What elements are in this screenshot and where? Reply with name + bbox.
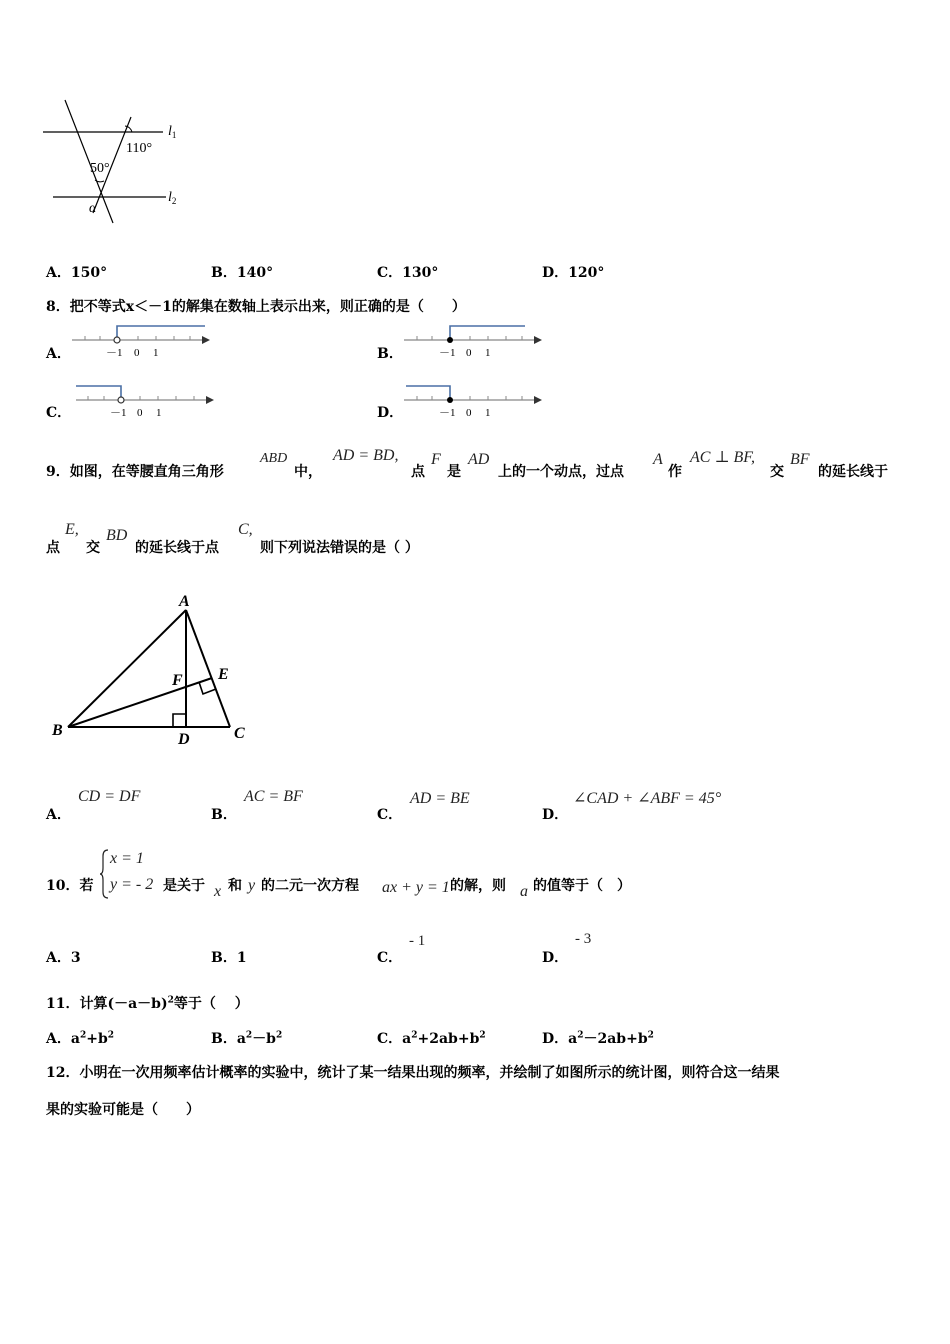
svg-text:0: 0 bbox=[466, 407, 472, 419]
q7-option-a[interactable]: A．150° bbox=[46, 265, 108, 281]
svg-text:－1: －1 bbox=[439, 407, 456, 419]
q7-option-b[interactable]: B．140° bbox=[211, 265, 274, 281]
svg-text:0: 0 bbox=[137, 407, 143, 419]
svg-text:0: 0 bbox=[466, 347, 472, 359]
svg-text:1: 1 bbox=[485, 407, 491, 419]
q8-option-b-letter[interactable]: B． bbox=[377, 346, 403, 362]
q11-option-b[interactable]: B．$a^2-b^2$ bbox=[211, 1030, 283, 1047]
svg-text:－1: －1 bbox=[110, 407, 127, 419]
left-brace bbox=[100, 848, 110, 900]
q10-option-a[interactable]: A．3 bbox=[46, 950, 81, 966]
q7-option-d[interactable]: D．120° bbox=[542, 265, 605, 281]
label-angle-110: 110° bbox=[126, 141, 153, 156]
number-line-a[interactable] bbox=[70, 322, 210, 362]
label-alpha: α bbox=[89, 201, 97, 216]
q11-option-d[interactable]: D．$a^2-2ab+b^2$ bbox=[542, 1030, 654, 1047]
svg-text:D: D bbox=[178, 731, 190, 748]
number-line-c[interactable] bbox=[74, 382, 214, 422]
label-l2: $l_2$ bbox=[168, 190, 177, 206]
open-point bbox=[114, 337, 120, 343]
svg-text:－1: －1 bbox=[439, 347, 456, 359]
svg-text:1: 1 bbox=[485, 347, 491, 359]
q8-option-a-letter[interactable]: A． bbox=[46, 346, 71, 362]
svg-text:1: 1 bbox=[153, 347, 159, 359]
q7-option-c[interactable]: C．130° bbox=[377, 265, 439, 281]
svg-text:A: A bbox=[179, 593, 190, 610]
solid-point bbox=[447, 337, 453, 343]
q8-option-c-letter[interactable]: C． bbox=[46, 405, 72, 421]
svg-text:E: E bbox=[218, 666, 229, 683]
q12-stem-line2: 果的实验可能是（ ） bbox=[46, 1102, 200, 1118]
parallel-lines-figure bbox=[38, 95, 188, 230]
q10-option-b[interactable]: B．1 bbox=[211, 950, 247, 966]
q11-option-c[interactable]: C．$a^2+2ab+b^2$ bbox=[377, 1030, 486, 1047]
q11-stem: 11．计算$(-a-b)^2$等于（ ） bbox=[46, 995, 249, 1012]
triangle-figure bbox=[48, 590, 258, 750]
svg-text:－1: －1 bbox=[106, 347, 123, 359]
q8-option-d-letter[interactable]: D． bbox=[377, 405, 404, 421]
svg-text:B: B bbox=[52, 722, 63, 739]
number-line-b[interactable] bbox=[402, 322, 542, 362]
open-point bbox=[118, 397, 124, 403]
svg-text:0: 0 bbox=[134, 347, 140, 359]
q8-stem: 8．把不等式x＜－1的解集在数轴上表示出来，则正确的是（ ） bbox=[46, 299, 466, 315]
svg-text:C: C bbox=[234, 725, 245, 742]
q12-stem-line1: 12．小明在一次用频率估计概率的实验中，统计了某一结果出现的频率，并绘制了如图所示的统计图，则符合这一结果 bbox=[46, 1065, 780, 1081]
number-line-d[interactable] bbox=[402, 382, 542, 422]
label-angle-50: 50° bbox=[90, 161, 110, 176]
q11-option-a[interactable]: A．$a^2+b^2$ bbox=[46, 1030, 115, 1047]
svg-text:F: F bbox=[172, 672, 183, 689]
solid-point bbox=[447, 397, 453, 403]
svg-text:1: 1 bbox=[156, 407, 162, 419]
label-l1: $l_1$ bbox=[168, 124, 177, 140]
